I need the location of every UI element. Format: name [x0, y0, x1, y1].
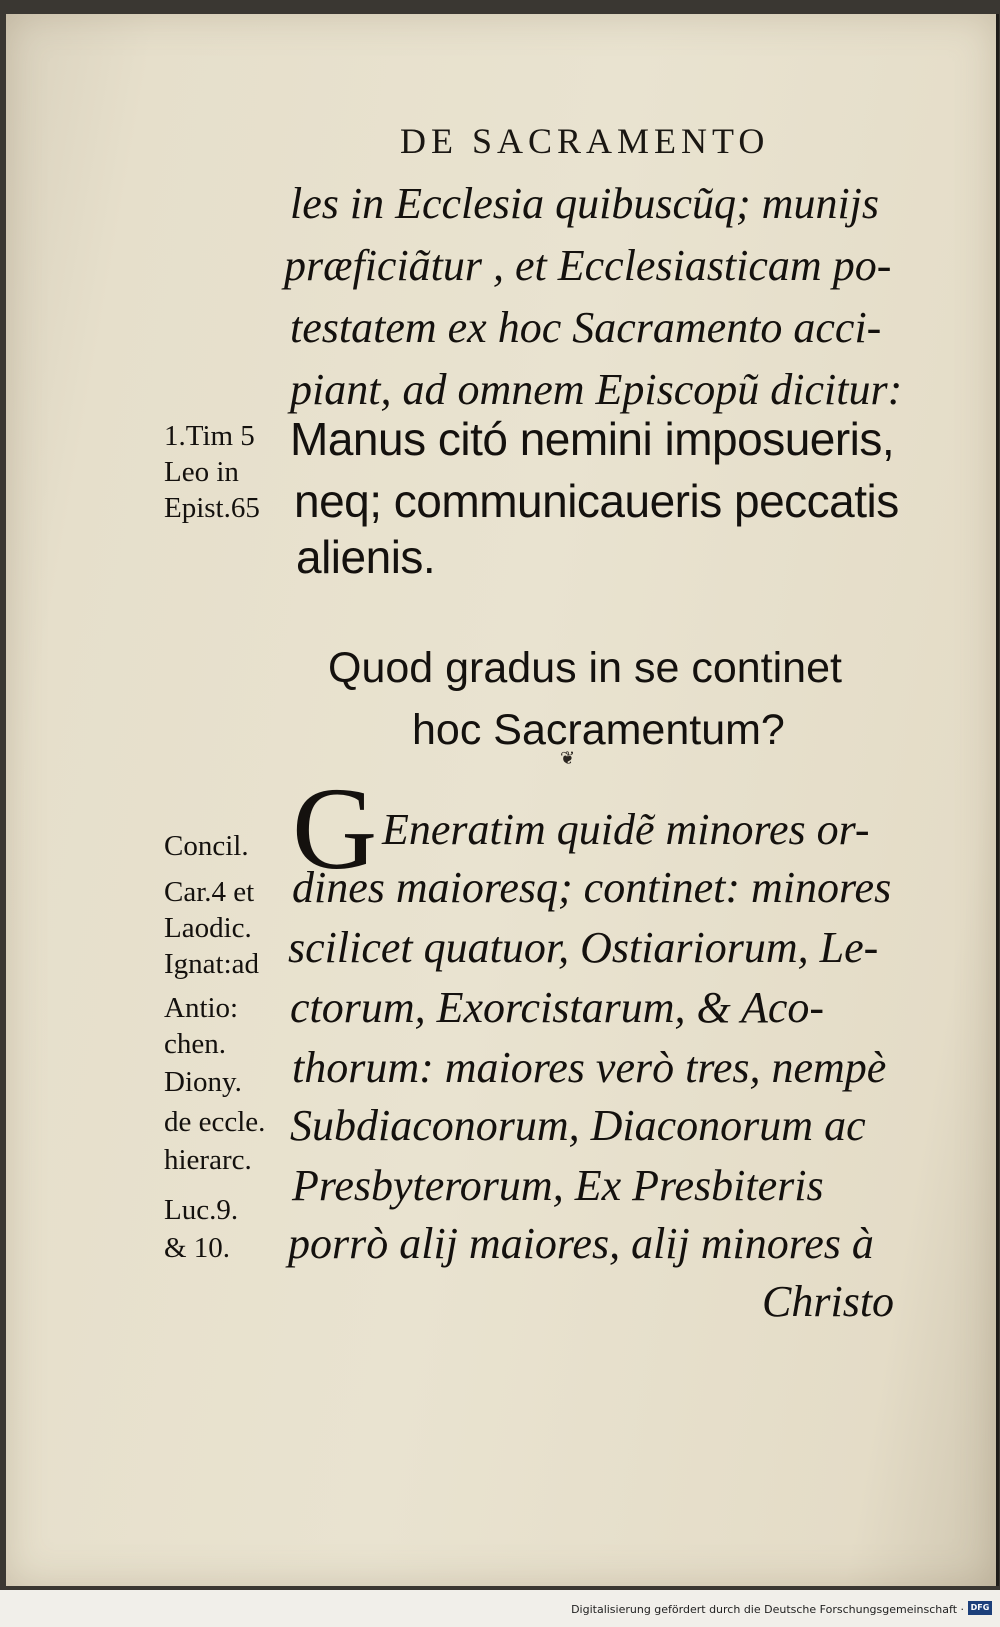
running-header: DE SACRAMENTO	[400, 121, 770, 161]
margin-note: Laodic.	[164, 912, 252, 944]
body-line: porrò alij maiores, alij minores à	[288, 1219, 874, 1268]
margin-note: Ignat:ad	[164, 948, 260, 980]
body-line: piant, ad omnem Episcopũ dicitur:	[290, 365, 903, 414]
margin-note: Diony.	[164, 1066, 242, 1098]
ornament-mark: ❦	[560, 748, 576, 769]
section-heading: hoc Sacramentum?	[412, 706, 785, 754]
margin-note: Antio:	[164, 992, 239, 1024]
body-line: Eneratim quidẽ minores or-	[382, 805, 870, 854]
body-line: ctorum, Exorcistarum, & Aco-	[290, 983, 825, 1032]
margin-note: & 10.	[164, 1232, 231, 1264]
margin-note: Car.4 et	[164, 876, 255, 908]
body-line: neq; communicaueris peccatis	[294, 475, 899, 527]
body-line: testatem ex hoc Sacramento acci-	[290, 303, 882, 352]
drop-cap: G	[292, 763, 378, 894]
margin-note: Leo in	[164, 456, 239, 488]
margin-note: hierarc.	[164, 1144, 252, 1176]
body-line: alienis.	[296, 531, 436, 583]
body-line: præficiãtur , et Ecclesiasticam po-	[284, 241, 892, 290]
funding-credit: Digitalisierung gefördert durch die Deutsche Forschungsgemeinschaft ·	[571, 1603, 964, 1616]
margin-note: chen.	[164, 1028, 226, 1060]
margin-note: 1.Tim 5	[164, 420, 255, 452]
body-line: dines maioresq; continet: minores	[292, 863, 892, 912]
body-line: les in Ecclesia quibuscũq; munijs	[290, 179, 880, 228]
margin-note: de eccle.	[164, 1106, 266, 1138]
body-line: Subdiaconorum, Diaconorum ac	[290, 1101, 866, 1150]
section-heading: Quod gradus in se continet	[328, 644, 842, 692]
body-line: scilicet quatuor, Ostiariorum, Le-	[288, 923, 879, 972]
body-line: Manus citó nemini imposueris,	[290, 413, 895, 465]
catchword: Christo	[762, 1277, 895, 1326]
body-line: thorum: maiores verò tres, nempè	[292, 1043, 887, 1092]
margin-note: Epist.65	[164, 492, 260, 524]
margin-note: Luc.9.	[164, 1194, 239, 1226]
margin-note: Concil.	[164, 830, 249, 862]
body-line: Presbyterorum, Ex Presbiteris	[292, 1161, 824, 1210]
dfg-logo: DFG	[968, 1601, 992, 1615]
